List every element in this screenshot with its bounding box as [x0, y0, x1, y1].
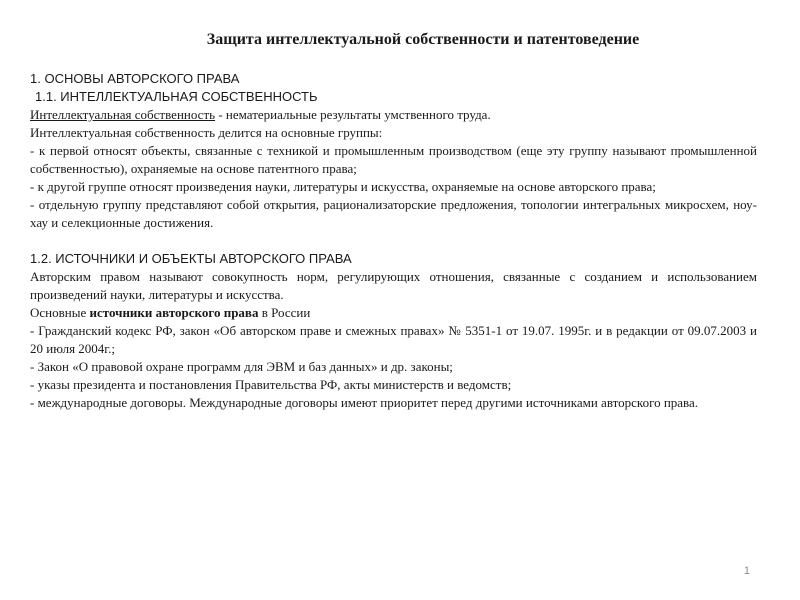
group-item-industrial: - к первой относят объекты, связанные с техникой и промышленным производством (еще эту группу называют промышленной собственностью), охраняемые на основе патентного права;	[30, 143, 757, 176]
group-item-copyright: - к другой группе относят произведения науки, литературы и искусства, охраняемые на основе авторского права;	[30, 179, 656, 194]
page-number: 1	[743, 565, 750, 577]
sources-intro	[30, 304, 757, 322]
definition-text: - нематериальные результаты умственного труда.	[215, 107, 491, 122]
definition-paragraph	[30, 106, 757, 124]
slide-content	[30, 70, 757, 412]
sources-prefix: Основные	[30, 305, 90, 320]
spacer	[30, 232, 757, 250]
source-item-decrees: - указы президента и постановления Правительства РФ, акты министерств и ведомств;	[30, 377, 512, 392]
sources-suffix: в России	[258, 305, 311, 320]
subsection-heading-intellectual-property: 1.1. ИНТЕЛЛЕКТУАЛЬНАЯ СОБСТВЕННОСТЬ	[35, 89, 318, 104]
source-item-international: - международные договоры. Международные договоры имеют приоритет перед другими источниками авторского права.	[30, 395, 699, 410]
slide-title: Защита интеллектуальной собственности и патентоведение	[206, 31, 640, 48]
sources-bold-term: источники авторского права	[89, 305, 259, 320]
subsection-heading-sources: 1.2. ИСТОЧНИКИ И ОБЪЕКТЫ АВТОРСКОГО ПРАВА	[30, 251, 352, 266]
groups-intro: Интеллектуальная собственность делится на основные группы:	[30, 125, 383, 140]
section-heading-copyright-basics: 1. ОСНОВЫ АВТОРСКОГО ПРАВА	[30, 71, 240, 86]
definition-term: Интеллектуальная собственность	[30, 107, 216, 122]
group-item-other: - отдельную группу представляют собой открытия, рационализаторские предложения, топологии интегральных микросхем, ноу-хау и селекционные достижения.	[30, 197, 757, 230]
source-item-software-law: - Закон «О правовой охране программ для ЭВМ и баз данных» и др. законы;	[30, 359, 453, 374]
copyright-definition-paragraph: Авторским правом называют совокупность норм, регулирующих отношения, связанные с созданием и использованием произведений науки, литературы и искусства.	[30, 269, 757, 302]
source-item-civil-code: - Гражданский кодекс РФ, закон «Об авторском праве и смежных правах» № 5351-1 от 19.07. 1995г. и в редакции от 09.07.2003 и 20 июля 2004г.;	[30, 323, 757, 356]
